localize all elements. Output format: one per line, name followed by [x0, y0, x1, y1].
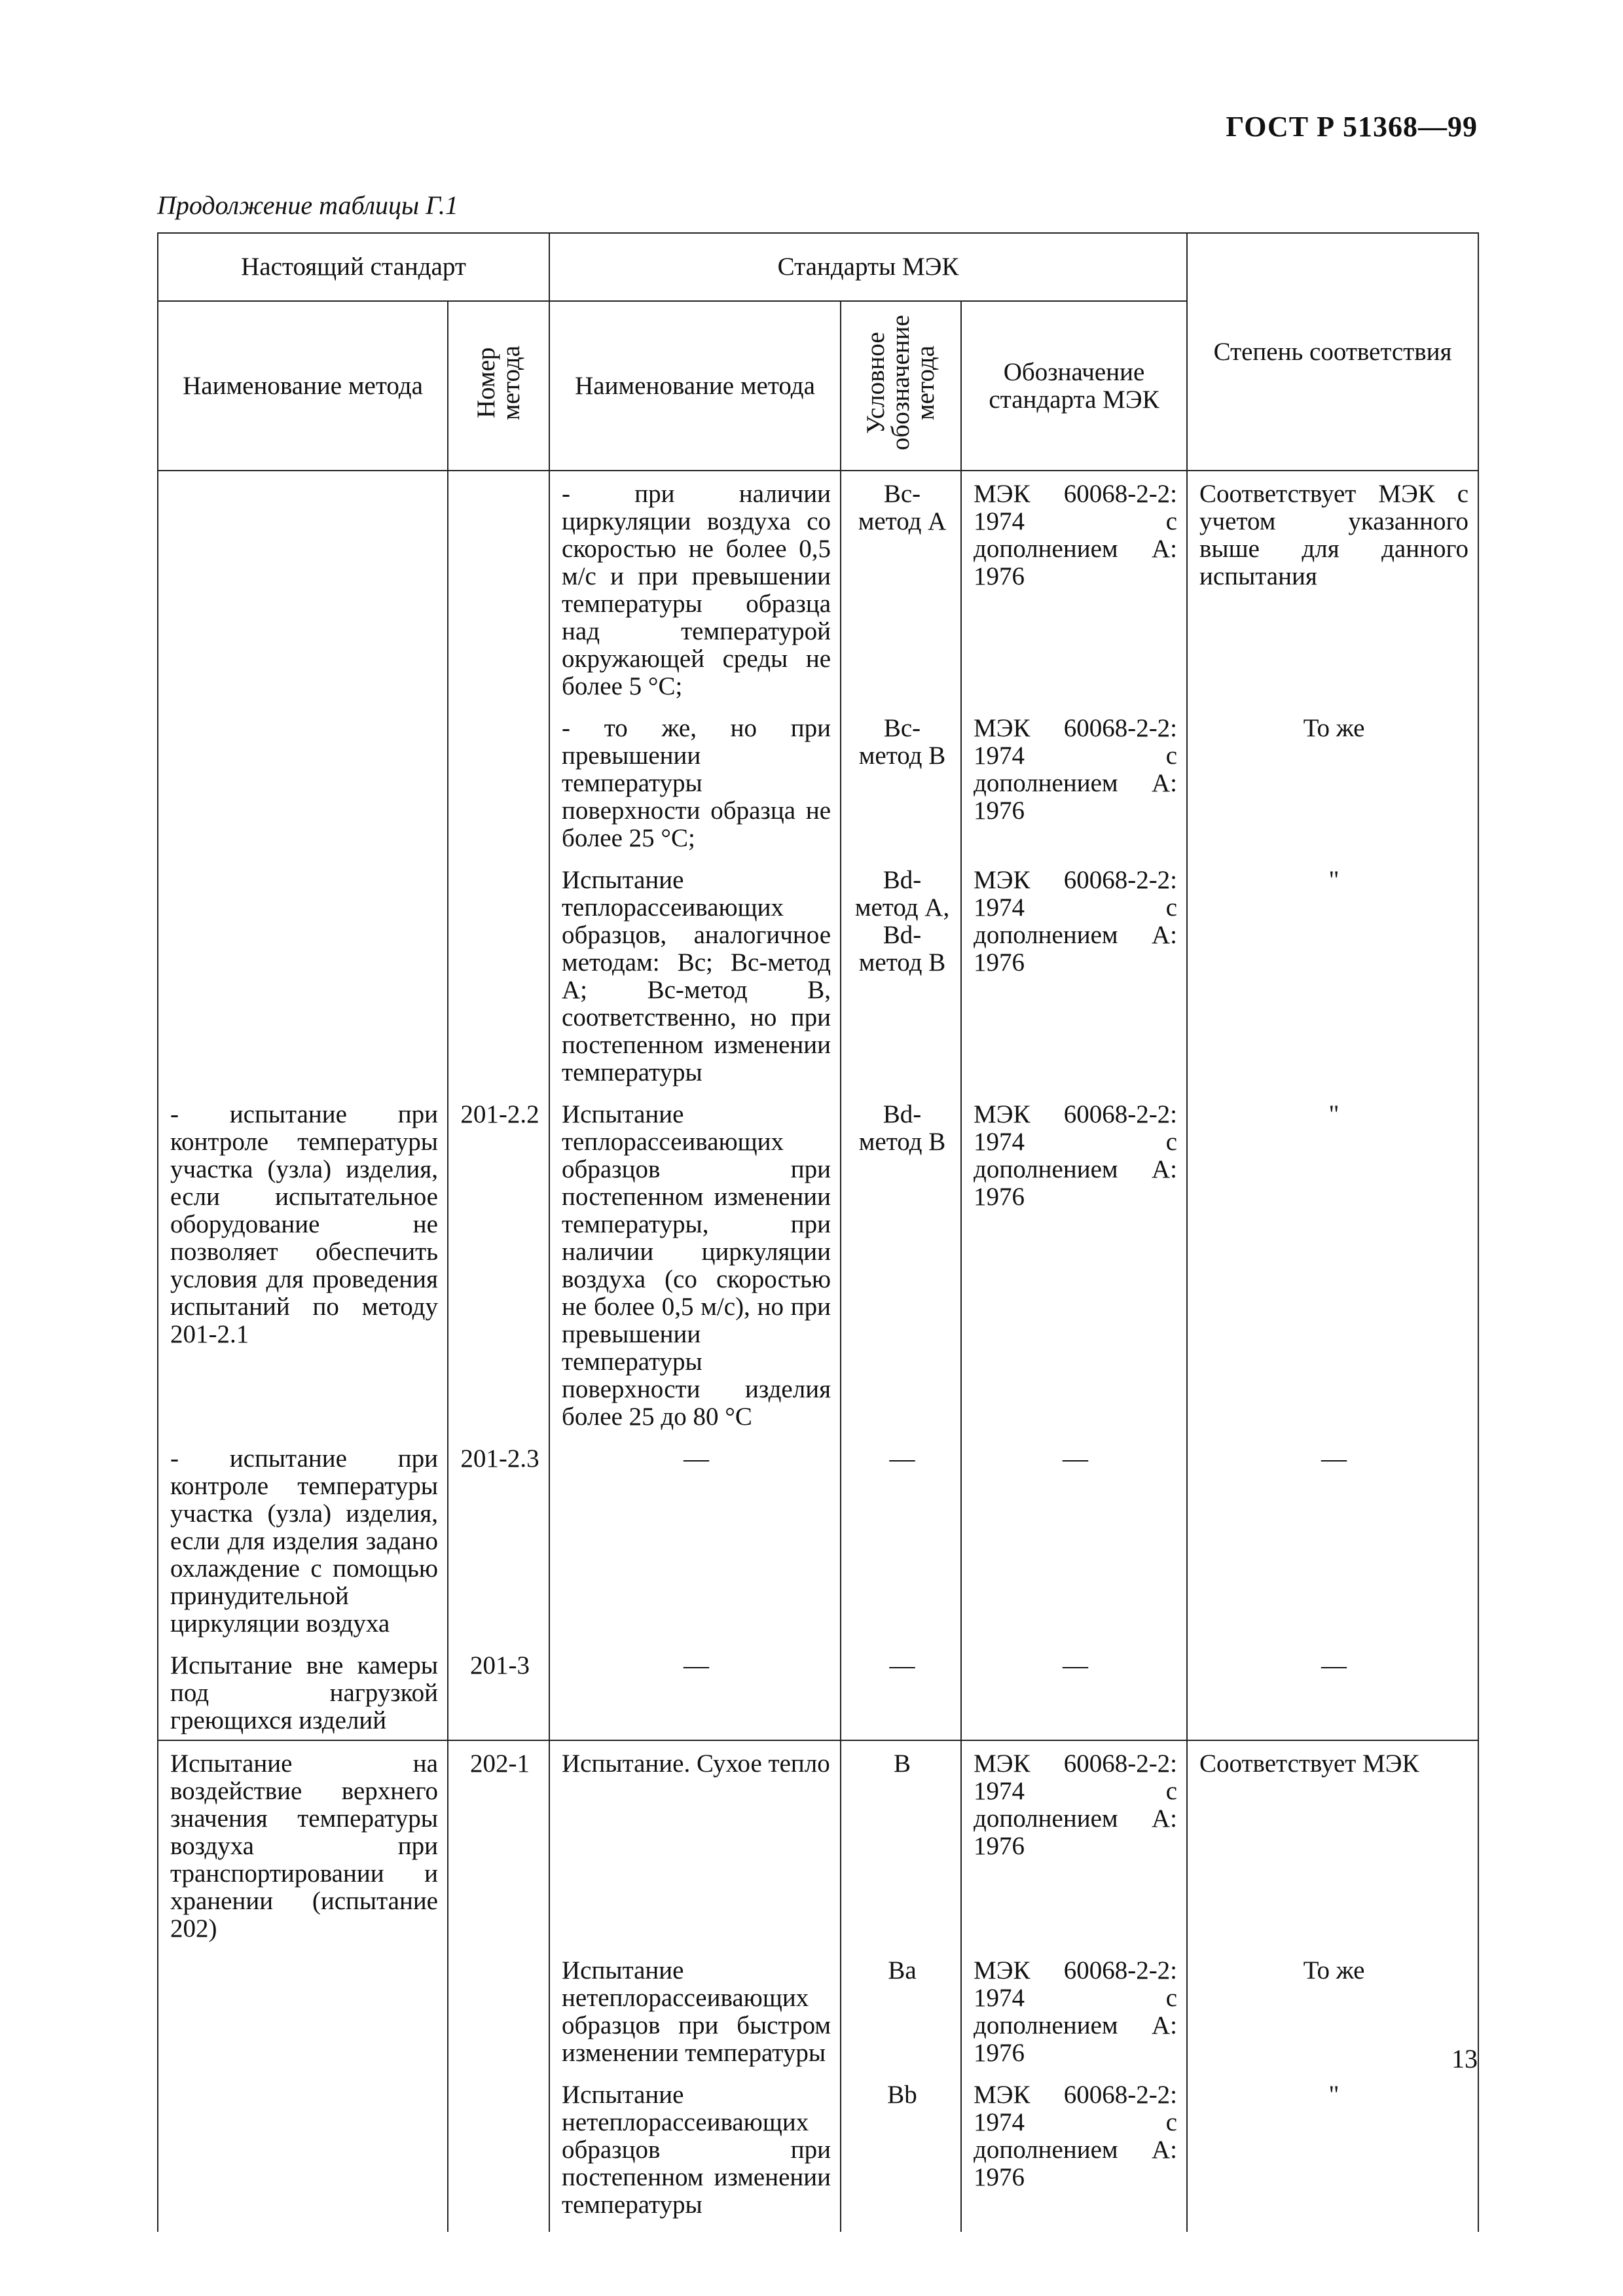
- iec-code-cell: Ba: [841, 1948, 961, 2072]
- degree-cell: ": [1187, 2072, 1478, 2232]
- document-code: ГОСТ Р 51368—99: [1226, 111, 1478, 143]
- degree-cell: Соответствует МЭК с учетом указанного выше для данного испытания: [1187, 471, 1478, 706]
- iec-method-name-cell: Испытание теплорассеивающих образцов при постепенном изменении температуры, при наличии циркуляции воздуха (со скоростью не более 0,5 м/с), но при превышении температуры поверхности изделия более 25 до 80 °С: [549, 1092, 841, 1436]
- header-iec-method-code: [841, 301, 961, 471]
- degree-cell: То же: [1187, 706, 1478, 857]
- table-row: [158, 2072, 1478, 2232]
- table-row: [158, 471, 1478, 706]
- method-name-cell: Испытание на воздействие верхнего значения температуры воздуха при транспортировании и хранении (испытание 202): [158, 1740, 448, 1948]
- method-name-cell: [158, 2072, 448, 2232]
- iec-code-cell: Bc-метод А: [841, 471, 961, 706]
- iec-standard-cell: МЭК 60068-2-2: 1974 с дополнением А: 1976: [961, 706, 1187, 857]
- iec-code-cell: Bd-метод А, Bd-метод В: [841, 857, 961, 1092]
- method-number-cell: 201-2.3: [448, 1436, 549, 1643]
- degree-cell: —: [1187, 1436, 1478, 1643]
- table-row: [158, 1643, 1478, 1740]
- method-number-cell: [448, 857, 549, 1092]
- degree-cell: ": [1187, 1092, 1478, 1436]
- iec-code-cell: —: [841, 1436, 961, 1643]
- method-number-cell: 201-3: [448, 1643, 549, 1740]
- method-name-cell: - испытание при контроле температуры участка (узла) изделия, если испытательное оборудование не позволяет обеспечить условия для проведения испытаний по методу 201-2.1: [158, 1092, 448, 1436]
- iec-standard-cell: МЭК 60068-2-2: 1974 с дополнением А: 1976: [961, 857, 1187, 1092]
- method-number-cell: 201-2.2: [448, 1092, 549, 1436]
- method-number-cell: [448, 1948, 549, 2072]
- table-row: [158, 857, 1478, 1092]
- conformity-table: [157, 232, 1479, 2232]
- table-row: [158, 1740, 1478, 1948]
- table-row: [158, 1948, 1478, 2072]
- method-number-cell: [448, 2072, 549, 2232]
- iec-standard-cell: МЭК 60068-2-2: 1974 с дополнением А: 1976: [961, 2072, 1187, 2232]
- method-name-cell: [158, 706, 448, 857]
- header-method-number-text: Номер метода: [471, 345, 525, 421]
- method-name-cell: - испытание при контроле температуры участка (узла) изделия, если для изделия задано охлаждение с помощью принудительной циркуляции воздуха: [158, 1436, 448, 1643]
- iec-standard-cell: —: [961, 1643, 1187, 1740]
- iec-standard-cell: —: [961, 1436, 1187, 1643]
- degree-cell: То же: [1187, 1948, 1478, 2072]
- iec-standard-cell: МЭК 60068-2-2: 1974 с дополнением А: 1976: [961, 471, 1187, 706]
- iec-standard-cell: МЭК 60068-2-2: 1974 с дополнением А: 1976: [961, 1740, 1187, 1948]
- degree-cell: Соответствует МЭК: [1187, 1740, 1478, 1948]
- iec-method-name-cell: —: [549, 1436, 841, 1643]
- method-number-cell: 202-1: [448, 1740, 549, 1948]
- iec-method-name-cell: Испытание нетеплорассеивающих образцов при постепенном изменении температуры: [549, 2072, 841, 2232]
- iec-code-cell: Bb: [841, 2072, 961, 2232]
- method-name-cell: [158, 1948, 448, 2072]
- iec-code-cell: Bd-метод В: [841, 1092, 961, 1436]
- method-number-cell: [448, 471, 549, 706]
- iec-code-cell: B: [841, 1740, 961, 1948]
- degree-cell: ": [1187, 857, 1478, 1092]
- table-caption: Продолжение таблицы Г.1: [157, 190, 458, 220]
- degree-cell: —: [1187, 1643, 1478, 1740]
- iec-code-cell: Bc-метод В: [841, 706, 961, 857]
- iec-method-name-cell: - то же, но при превышении температуры поверхности образца не более 25 °С;: [549, 706, 841, 857]
- header-current-standard: Настоящий стандарт: [158, 233, 549, 301]
- method-name-cell: Испытание вне камеры под нагрузкой греющихся изделий: [158, 1643, 448, 1740]
- iec-code-cell: —: [841, 1643, 961, 1740]
- header-iec-standards: Стандарты МЭК: [549, 233, 1187, 301]
- method-name-cell: [158, 857, 448, 1092]
- header-method-number: [448, 301, 549, 471]
- header-iec-standard-designation: Обозначение стандарта МЭК: [961, 301, 1187, 471]
- table-row: [158, 1436, 1478, 1643]
- table-row: [158, 1092, 1478, 1436]
- iec-standard-cell: МЭК 60068-2-2: 1974 с дополнением А: 1976: [961, 1092, 1187, 1436]
- iec-method-name-cell: Испытание. Сухое тепло: [549, 1740, 841, 1948]
- method-number-cell: [448, 706, 549, 857]
- header-iec-method-code-text: Условное обозначение метода: [862, 315, 940, 451]
- header-iec-method-name: Наименование метода: [549, 301, 841, 471]
- iec-method-name-cell: Испытание нетеплорассеивающих образцов при быстром изменении температуры: [549, 1948, 841, 2072]
- iec-method-name-cell: Испытание теплорассеивающих образцов, аналогичное методам: Bc; Bc-метод А; Bc-метод В, соответственно, но при постепенном изменении температуры: [549, 857, 841, 1092]
- iec-standard-cell: МЭК 60068-2-2: 1974 с дополнением А: 1976: [961, 1948, 1187, 2072]
- method-name-cell: [158, 471, 448, 706]
- header-method-name: Наименование метода: [158, 301, 448, 471]
- iec-method-name-cell: —: [549, 1643, 841, 1740]
- page-number: 13: [1451, 2044, 1478, 2073]
- iec-method-name-cell: - при наличии циркуляции воздуха со скоростью не более 0,5 м/с и при превышении температуры образца над температурой окружающей среды не более 5 °С;: [549, 471, 841, 706]
- table-row: [158, 706, 1478, 857]
- header-degree-of-conformity: Степень соответствия: [1187, 233, 1478, 471]
